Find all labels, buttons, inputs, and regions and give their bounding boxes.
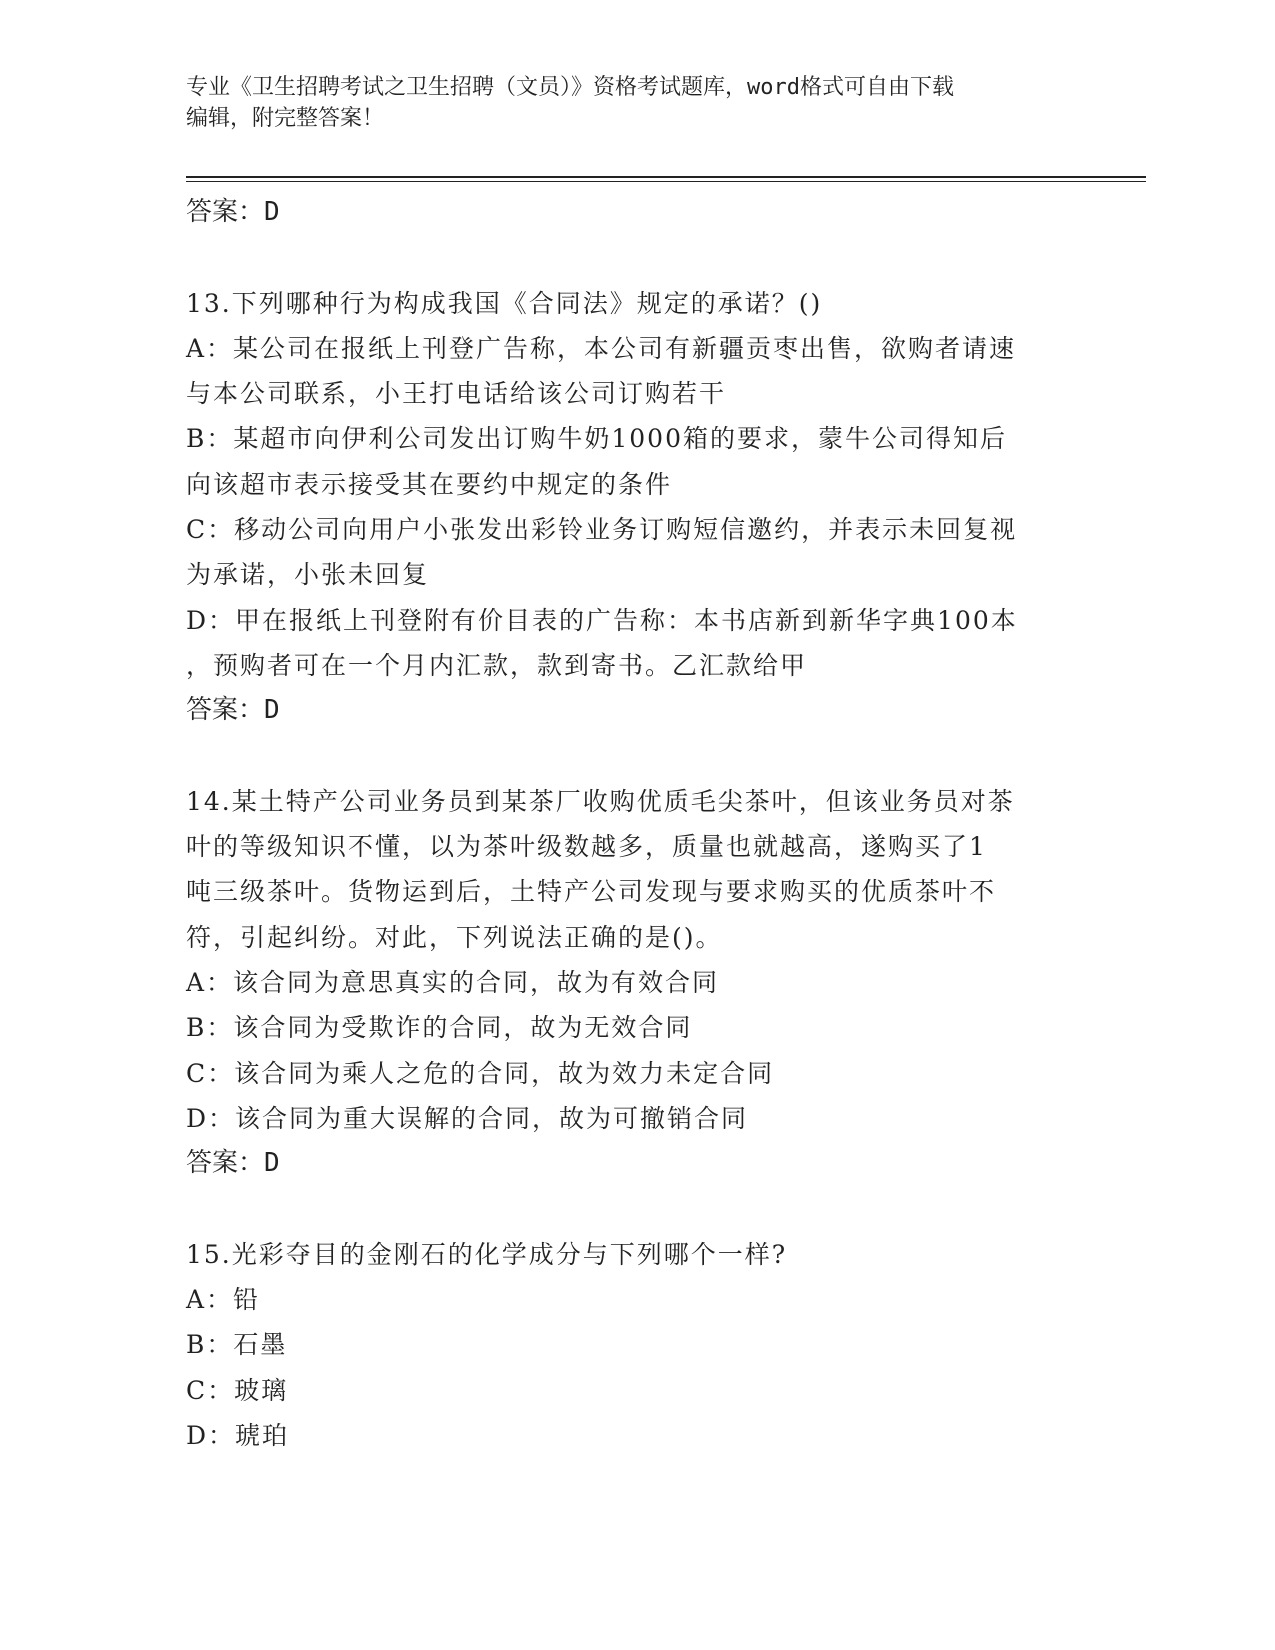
header-divider-thick (186, 176, 1146, 178)
question-block (186, 779, 1086, 1187)
header-line-2: 编辑，附完整答案！ (186, 106, 385, 131)
option-line: A：该合同为意思真实的合同，故为有效合同 (186, 968, 720, 998)
header-divider-thin (186, 181, 1146, 182)
document-header (186, 72, 1086, 134)
option-line: C：玻璃 (186, 1375, 289, 1405)
question-block (186, 281, 1086, 734)
option-line: 与本公司联系，小王打电话给该公司订购若干 (186, 379, 727, 409)
question-block (186, 1232, 1086, 1458)
question-stem-line: 15.光彩夺目的金刚石的化学成分与下列哪个一样? (186, 1239, 788, 1269)
option-line: C：该合同为乘人之危的合同，故为效力未定合同 (186, 1058, 775, 1088)
option-line: B：某超市向伊利公司发出订购牛奶1000箱的要求，蒙牛公司得知后 (186, 424, 1007, 454)
option-line: D：甲在报纸上刊登附有价目表的广告称：本书店新到新华字典100本 (186, 605, 1018, 635)
question-stem-line: 14.某土特产公司业务员到某茶厂收购优质毛尖茶叶，但该业务员对茶 (186, 786, 1015, 816)
answer-line: 答案：D (186, 695, 280, 726)
question-content (186, 190, 1086, 1458)
option-line: B：石墨 (186, 1330, 288, 1360)
option-line: 为承诺，小张未回复 (186, 560, 430, 590)
option-line: D：琥珀 (186, 1421, 290, 1451)
option-line: C：移动公司向用户小张发出彩铃业务订购短信邀约，并表示未回复视 (186, 515, 1018, 545)
option-line: A：某公司在报纸上刊登广告称，本公司有新疆贡枣出售，欲购者请速 (186, 333, 1017, 363)
question-stem-line: 吨三级茶叶。货物运到后，土特产公司发现与要求购买的优质茶叶不 (186, 877, 997, 907)
option-line: ，预购者可在一个月内汇款，款到寄书。乙汇款给甲 (186, 650, 808, 680)
question-stem-line: 13.下列哪种行为构成我国《合同法》规定的承诺？() (186, 288, 823, 318)
option-line: D：该合同为重大误解的合同，故为可撤销合同 (186, 1103, 749, 1133)
option-line: B：该合同为受欺诈的合同，故为无效合同 (186, 1013, 693, 1043)
question-stem-line: 符，引起纠纷。对此，下列说法正确的是()。 (186, 922, 723, 952)
option-line: A：铅 (186, 1285, 261, 1315)
spacer (186, 734, 1086, 779)
spacer (186, 235, 1086, 280)
answer-line: 答案：D (186, 1148, 280, 1179)
answer-line: 答案：D (186, 197, 280, 227)
spacer (186, 1187, 1086, 1232)
header-line-1: 专业《卫生招聘考试之卫生招聘（文员）》资格考试题库，word格式可自由下载 (186, 75, 954, 100)
option-line: 向该超市表示接受其在要约中规定的条件 (186, 469, 673, 499)
question-stem-line: 叶的等级知识不懂，以为茶叶级数越多，质量也就越高，遂购买了1 (186, 832, 987, 862)
